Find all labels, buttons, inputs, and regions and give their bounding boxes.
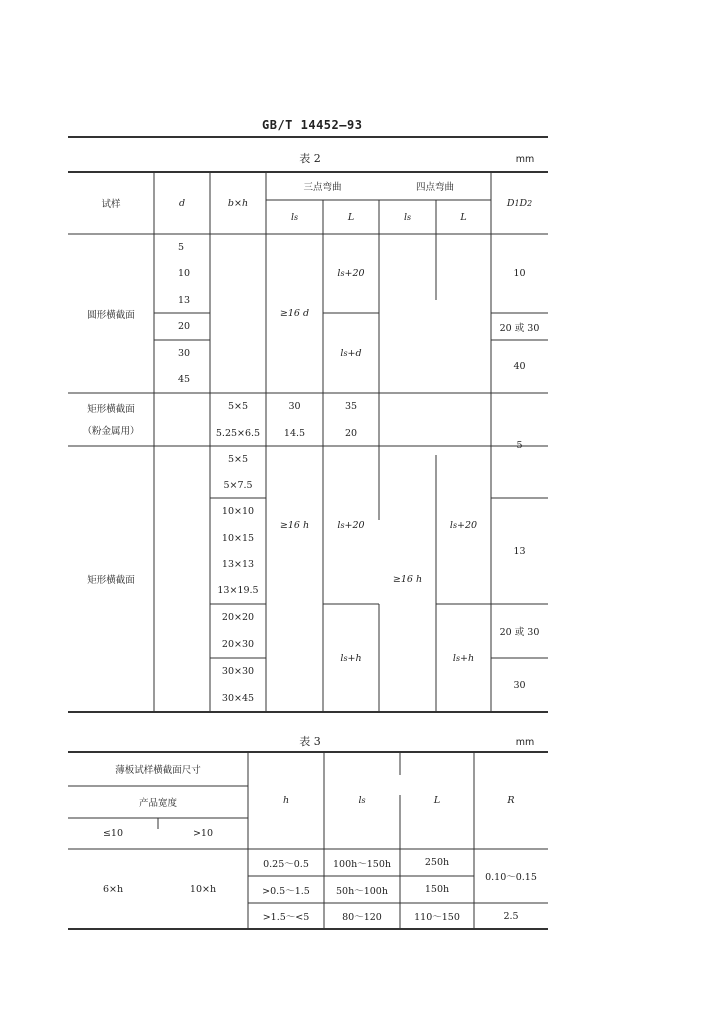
- rect-bxh-value: 20×30: [221, 639, 255, 650]
- rect-bxh-value: 30×45: [221, 693, 255, 704]
- round-d1d2-value: 10: [513, 268, 526, 279]
- header-thin-section: 薄板试样横截面尺寸: [115, 765, 201, 776]
- rect-bxh-value: 13×19.5: [217, 585, 259, 596]
- rect-ls-3pt: ≥16 h: [279, 519, 310, 531]
- rect-d1d2-value: 20 或 30: [499, 627, 540, 638]
- round-ls-3pt: ≥16 d: [279, 308, 310, 319]
- header-ls-4pt: l s: [403, 211, 412, 223]
- header-four-point: 四点弯曲: [415, 182, 454, 193]
- rect-bxh-value: 5×7.5: [223, 479, 253, 491]
- header-bxh: b×h: [227, 197, 249, 209]
- rect-l-3pt-lower: l s +h: [340, 652, 362, 664]
- round-d-value: 13: [178, 294, 191, 306]
- table3-unit: mm: [515, 736, 535, 748]
- header-ls: l s: [358, 795, 366, 806]
- header-ls-3pt: l s: [290, 211, 299, 223]
- header-width-gt10: >10: [192, 828, 214, 839]
- rect-metal-ls-3pt: 14.5: [283, 427, 306, 439]
- rect-metal-bxh: 5×5: [227, 401, 249, 412]
- round-d-value: 45: [178, 374, 191, 385]
- round-l-3pt-lower: l s +d: [340, 347, 362, 359]
- round-d-value: 5: [178, 241, 185, 253]
- round-d-value: 10: [178, 268, 191, 279]
- t3-L-value: 110～150: [414, 912, 460, 923]
- rect-metal-label: 矩形横截面: [87, 404, 135, 415]
- width-le10-value: 6×h: [102, 883, 124, 895]
- rect-bxh-value: 13×13: [221, 558, 255, 570]
- t3-R-value: 0.10～0.15: [485, 872, 537, 883]
- t3-h-value: 0.25～0.5: [263, 858, 309, 870]
- rect-l-4pt-upper: l s +20: [449, 519, 478, 531]
- round-d-value: 30: [178, 347, 191, 359]
- table3-caption: 表 3: [299, 735, 321, 748]
- header-product-width: 产品宽度: [138, 798, 177, 809]
- t3-L-value: 250h: [424, 857, 450, 868]
- table2-caption: 表 2: [299, 152, 321, 165]
- header-d: d: [178, 197, 186, 209]
- round-d1d2-value: 40: [513, 361, 526, 372]
- t3-ls-value: 100h～150h: [332, 858, 391, 870]
- rect-bxh-value: 10×15: [221, 532, 255, 544]
- standard-code-header: GB/T 14452—93: [262, 118, 363, 132]
- rect-metal-d1d2: 5: [516, 440, 523, 451]
- rect-ls-4pt: ≥16 h: [392, 573, 423, 585]
- round-l-3pt-upper: l s +20: [337, 268, 365, 279]
- header-specimen: 试样: [101, 199, 121, 210]
- rect-l-4pt-lower: l s +h: [452, 652, 475, 664]
- round-d1d2-value: 20 或 30: [499, 322, 540, 334]
- rect-metal-bxh: 5.25×6.5: [215, 427, 261, 439]
- header-R: R: [507, 795, 515, 806]
- t3-h-value: >1.5～<5: [262, 912, 310, 923]
- rect-metal-ls-3pt: 30: [288, 401, 301, 412]
- rect-section-label: 矩形横截面: [87, 575, 135, 586]
- rect-bxh-value: 30×30: [221, 666, 255, 677]
- rect-d1d2-value: 13: [513, 545, 526, 557]
- t3-ls-value: 80～120: [342, 912, 382, 923]
- header-width-le10: ≤10: [102, 828, 124, 839]
- width-gt10-value: 10×h: [189, 883, 217, 895]
- t3-h-value: >0.5～1.5: [262, 885, 310, 897]
- t3-ls-value: 50h～100h: [336, 885, 388, 897]
- round-d-value: 20: [178, 321, 191, 332]
- rect-bxh-value: 10×10: [221, 506, 255, 517]
- header-l-3pt: L: [347, 211, 355, 223]
- header-three-point: 三点弯曲: [303, 182, 342, 193]
- rect-metal-sublabel: （粉金属用）: [82, 426, 140, 437]
- table2-unit: mm: [515, 153, 535, 165]
- round-section-label: 圆形横截面: [87, 309, 135, 321]
- t3-R-value: 2.5: [503, 910, 519, 922]
- rect-bxh-value: 20×20: [221, 612, 255, 623]
- header-L: L: [433, 795, 441, 806]
- rect-bxh-value: 5×5: [227, 453, 249, 465]
- header-d1d2: D 1 D 2: [506, 197, 533, 209]
- rect-l-3pt-upper: l s +20: [337, 519, 365, 531]
- t3-L-value: 150h: [424, 884, 450, 895]
- header-l-4pt: L: [460, 211, 467, 223]
- rect-metal-l-3pt: 20: [344, 427, 358, 439]
- header-h: h: [282, 795, 290, 806]
- rect-metal-l-3pt: 35: [344, 401, 358, 412]
- rect-d1d2-value: 30: [513, 679, 526, 691]
